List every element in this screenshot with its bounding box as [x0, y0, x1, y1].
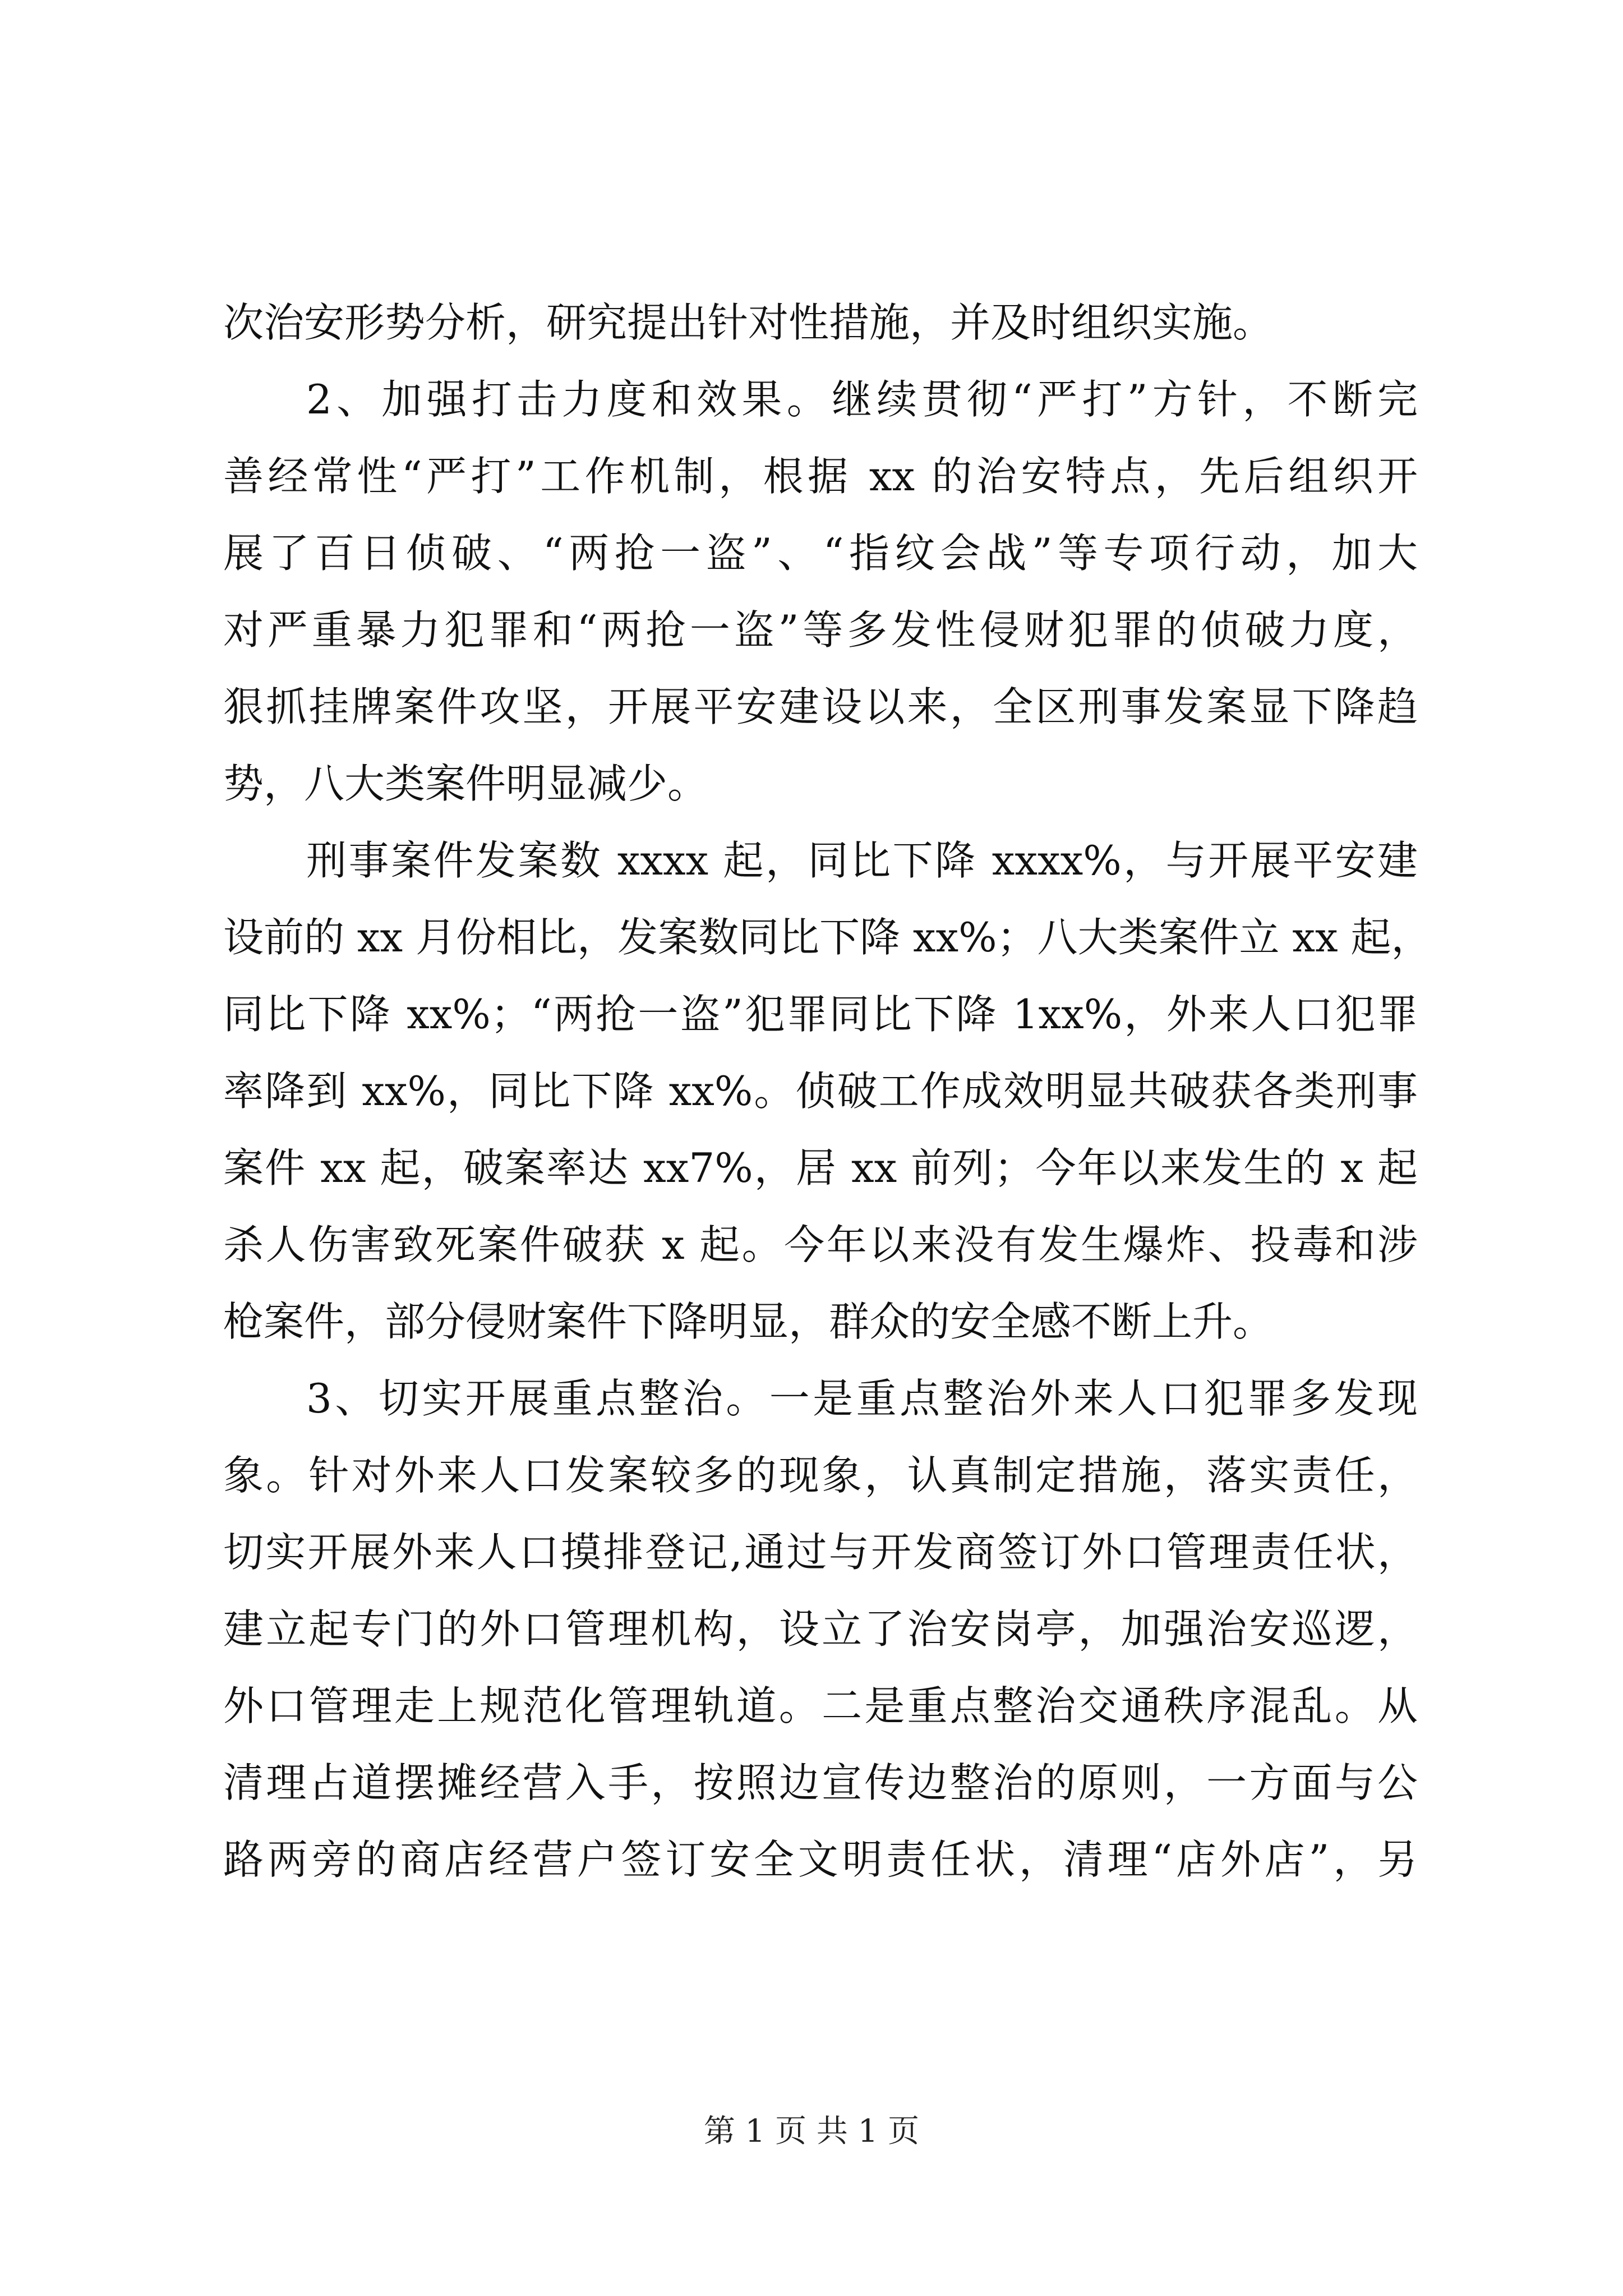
text-line: 设前的 xx 月份相比，发案数同比下降 xx%；八大类案件立 xx 起，: [223, 914, 1432, 961]
text-line: 象。针对外来人口发案较多的现象，认真制定措施，落实责任，: [223, 1452, 1418, 1499]
text-line: 率降到 xx%，同比下降 xx%。侦破工作成效明显共破获各类刑事: [223, 1068, 1418, 1115]
text-line: 清理占道摆摊经营入手，按照边宣传边整治的原则，一方面与公: [223, 1759, 1418, 1806]
text-line: 2、加强打击力度和效果。继续贯彻“严打”方针，不断完: [306, 376, 1418, 423]
text-line: 切实开展外来人口摸排登记,通过与开发商签订外口管理责任状，: [223, 1529, 1418, 1576]
text-line: 势，八大类案件明显减少。: [223, 760, 708, 807]
text-line: 善经常性“严打”工作机制，根据 xx 的治安特点，先后组织开: [223, 453, 1418, 500]
text-line: 杀人伤害致死案件破获 x 起。今年以来没有发生爆炸、投毒和涉: [223, 1221, 1418, 1268]
text-line: 刑事案件发案数 xxxx 起，同比下降 xxxx%，与开展平安建: [306, 837, 1418, 884]
text-line: 展了百日侦破、“两抢一盗”、“指纹会战”等专项行动，加大: [223, 530, 1418, 577]
text-line: 狠抓挂牌案件攻坚，开展平安建设以来，全区刑事发案显下降趋: [223, 683, 1418, 730]
text-line: 次治安形势分析，研究提出针对性措施，并及时组织实施。: [223, 299, 1274, 346]
page-footer: 第 1 页 共 1 页: [703, 2113, 920, 2150]
text-line: 枪案件，部分侵财案件下降明显，群众的安全感不断上升。: [223, 1298, 1274, 1345]
text-line: 同比下降 xx%；“两抢一盗”犯罪同比下降 1xx%，外来人口犯罪: [223, 991, 1418, 1038]
text-line: 对严重暴力犯罪和“两抢一盗”等多发性侵财犯罪的侦破力度，: [223, 606, 1418, 654]
text-line: 建立起专门的外口管理机构，设立了治安岗亭，加强治安巡逻，: [223, 1605, 1418, 1653]
text-line: 外口管理走上规范化管理轨道。二是重点整治交通秩序混乱。从: [223, 1682, 1418, 1729]
text-line: 案件 xx 起，破案率达 xx7%，居 xx 前列；今年以来发生的 x 起: [223, 1144, 1418, 1191]
text-line: 路两旁的商店经营户签订安全文明责任状，清理“店外店”，另: [223, 1836, 1418, 1883]
text-line: 3、切实开展重点整治。一是重点整治外来人口犯罪多发现: [306, 1375, 1418, 1422]
